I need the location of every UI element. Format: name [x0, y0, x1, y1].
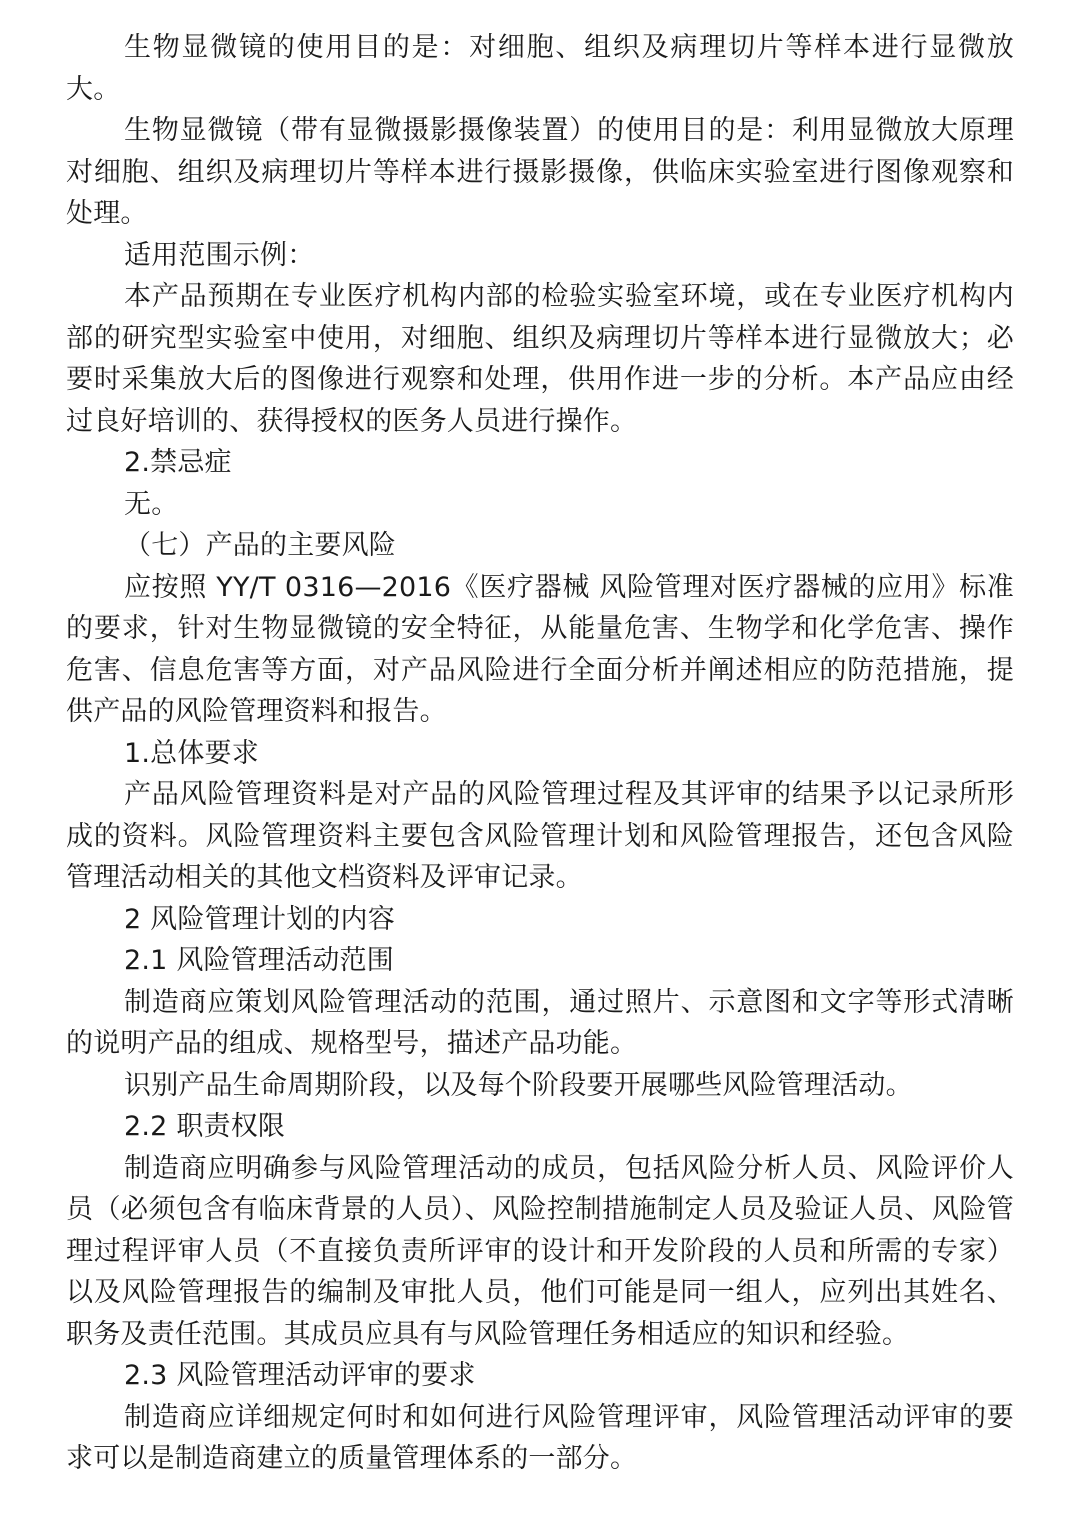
paragraph-purpose: 生物显微镜的使用目的是：对细胞、组织及病理切片等样本进行显微放大。 — [66, 32, 1014, 105]
paragraph-contraindications: 无。 — [124, 488, 179, 520]
heading-general-requirements: 1.总体要求 — [124, 737, 259, 769]
paragraph-scope-example-heading: 适用范围示例： — [124, 239, 315, 271]
paragraph-purpose-imaging: 生物显微镜（带有显微摄影摄像装置）的使用目的是：利用显微放大原理对细胞、组织及病理切片等样本进行摄影摄像，供临床实验室进行图像观察和处理。 — [66, 115, 1014, 229]
paragraph-responsibilities: 制造商应明确参与风险管理活动的成员，包括风险分析人员、风险评价人员（必须包含有临床背景的人员）、风险控制措施制定人员及验证人员、风险管理过程评审人员（不直接负责所评审的设计和开发阶段的人员和所需的专家）以及风险管理报告的编制及审批人员，他们可能是同一组人，应列出其姓名、职务及责任范围。其成员应具有与风险管理任务相适应的知识和经验。 — [66, 1152, 1014, 1350]
paragraph-general-requirements: 产品风险管理资料是对产品的风险管理过程及其评审的结果予以记录所形成的资料。风险管理资料主要包含风险管理计划和风险管理报告，还包含风险管理活动相关的其他文档资料及评审记录。 — [66, 779, 1014, 893]
paragraph-scope-example: 本产品预期在专业医疗机构内部的检验实验室环境，或在专业医疗机构内部的研究型实验室中使用，对细胞、组织及病理切片等样本进行显微放大；必要时采集放大后的图像进行观察和处理，供用作进一步的分析。本产品应由经过良好培训的、获得授权的医务人员进行操作。 — [66, 281, 1014, 437]
paragraph-lifecycle: 识别产品生命周期阶段，以及每个阶段要开展哪些风险管理活动。 — [124, 1069, 913, 1101]
heading-contraindications: 2.禁忌症 — [124, 447, 232, 478]
heading-main-risks: （七）产品的主要风险 — [124, 530, 396, 561]
paragraph-risk-activity-scope: 制造商应策划风险管理活动的范围，通过照片、示意图和文字等形式清晰的说明产品的组成、规格型号，描述产品功能。 — [66, 986, 1014, 1059]
heading-risk-activity-scope: 2.1 风险管理活动范围 — [124, 945, 394, 976]
heading-review-requirements: 2.3 风险管理活动评审的要求 — [124, 1360, 476, 1391]
heading-responsibilities: 2.2 职责权限 — [124, 1111, 286, 1142]
paragraph-review-requirements: 制造商应详细规定何时和如何进行风险管理评审，风险管理活动评审的要求可以是制造商建立的质量管理体系的一部分。 — [66, 1401, 1014, 1474]
paragraph-main-risks: 应按照 YY/T 0316—2016《医疗器械 风险管理对医疗器械的应用》标准的要求，针对生物显微镜的安全特征，从能量危害、生物学和化学危害、操作危害、信息危害等方面，对产品风险进行全面分析并阐述相应的防范措施，提供产品的风险管理资料和报告。 — [66, 571, 1014, 727]
heading-risk-plan-content: 2 风险管理计划的内容 — [124, 903, 395, 935]
